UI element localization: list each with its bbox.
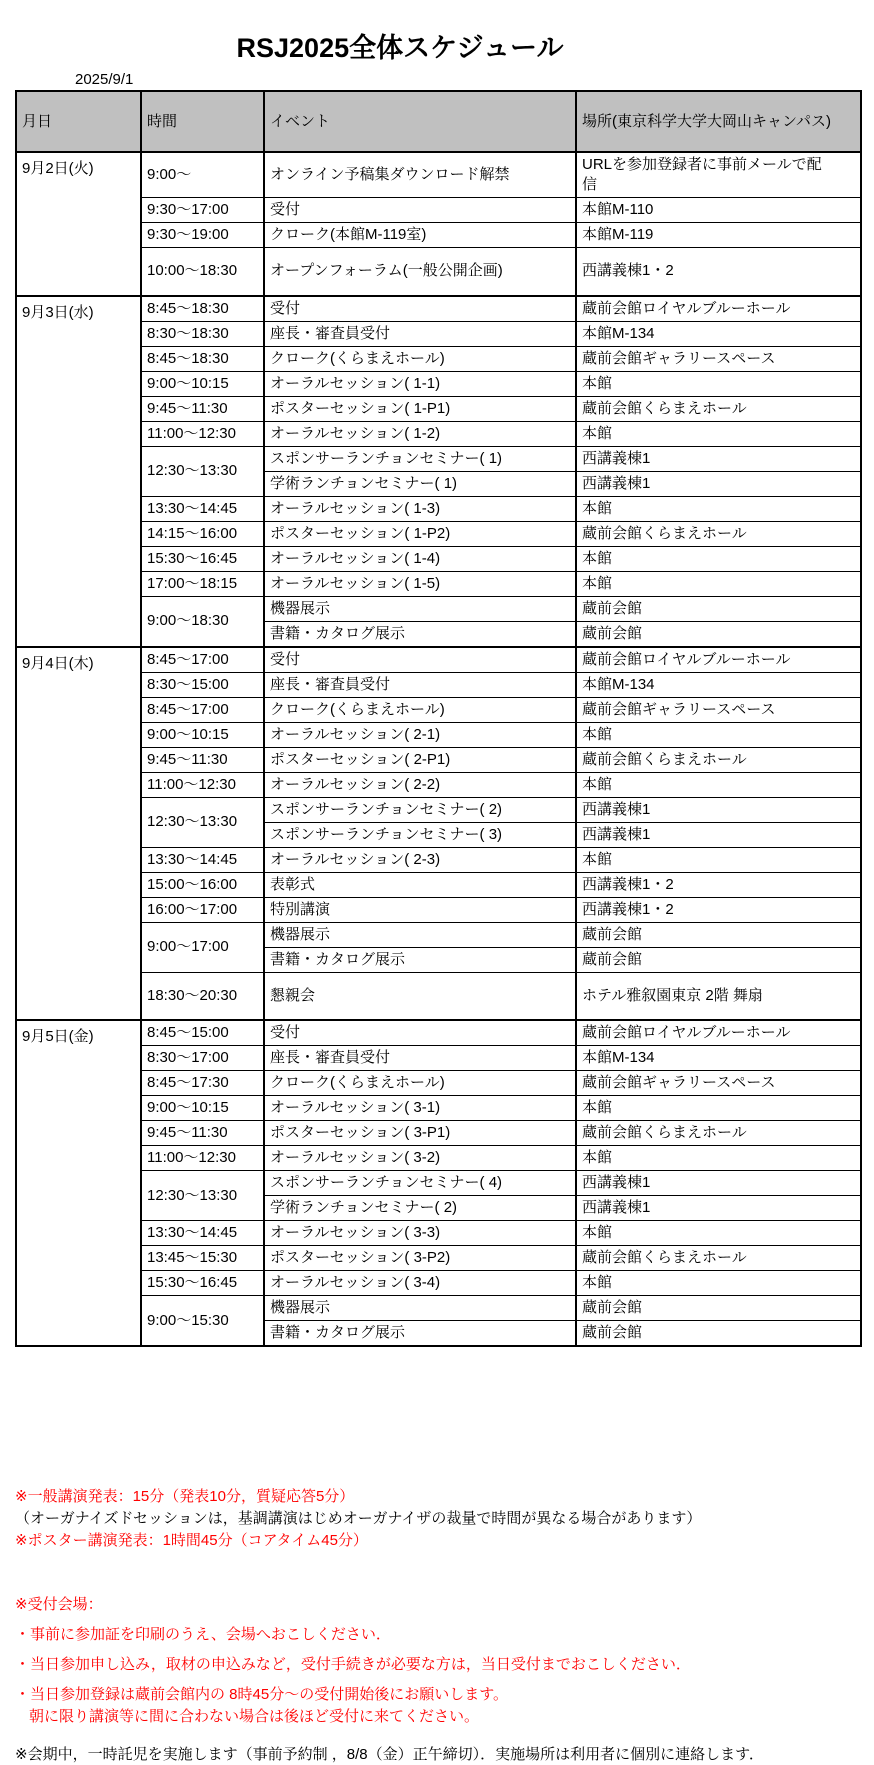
day-group-4 xyxy=(16,1020,861,1346)
event-cell: オンライン予稿集ダウンロード解禁 xyxy=(264,152,576,198)
col-header-date: 月日 xyxy=(16,91,141,152)
schedule-row xyxy=(16,972,861,1020)
schedule-row xyxy=(16,223,861,248)
schedule-row xyxy=(16,446,861,471)
place-cell: 本館 xyxy=(576,772,861,797)
schedule-row xyxy=(16,872,861,897)
schedule-row xyxy=(16,571,861,596)
schedule-row xyxy=(16,396,861,421)
place-cell: 蔵前会館 xyxy=(576,947,861,972)
note-line-1: ※一般講演発表：15分（発表10分，質疑応答5分） xyxy=(15,1488,355,1505)
event-cell: オープンフォーラム(一般公開企画) xyxy=(264,248,576,296)
place-cell: 本館 xyxy=(576,847,861,872)
place-cell: 西講義棟1・2 xyxy=(576,897,861,922)
event-cell: 学術ランチョンセミナー( 1) xyxy=(264,471,576,496)
event-cell: ポスターセッション( 1-P2) xyxy=(264,521,576,546)
place-cell: 蔵前会館ロイヤルブルーホール xyxy=(576,1020,861,1046)
time-cell: 10:00～18:30 xyxy=(141,248,264,296)
schedule-row xyxy=(16,596,861,621)
time-cell: 14:15～16:00 xyxy=(141,521,264,546)
schedule-row xyxy=(16,1171,861,1196)
time-cell: 11:00～12:30 xyxy=(141,772,264,797)
event-cell: 表彰式 xyxy=(264,872,576,897)
time-cell: 9:00～10:15 xyxy=(141,722,264,747)
schedule-row xyxy=(16,1020,861,1046)
event-cell: スポンサーランチョンセミナー( 4) xyxy=(264,1171,576,1196)
schedule-row xyxy=(16,1121,861,1146)
place-cell: 本館M-119 xyxy=(576,223,861,248)
schedule-row xyxy=(16,152,861,198)
event-cell: オーラルセッション( 3-1) xyxy=(264,1096,576,1121)
schedule-row xyxy=(16,722,861,747)
event-cell: クローク(くらまえホール) xyxy=(264,346,576,371)
schedule-row xyxy=(16,922,861,947)
time-cell: 15:30～16:45 xyxy=(141,546,264,571)
time-cell: 15:00～16:00 xyxy=(141,872,264,897)
event-cell: 特別講演 xyxy=(264,897,576,922)
note-line-9: ※会期中，一時託児を実施します（事前予約制 ，8/8（金）正午締切）．実施場所は利用者に個別に連絡します． xyxy=(15,1746,764,1763)
event-cell: 座長・審査員受付 xyxy=(264,321,576,346)
place-cell: 蔵前会館くらまえホール xyxy=(576,396,861,421)
place-cell: 西講義棟1 xyxy=(576,1171,861,1196)
schedule-row xyxy=(16,1146,861,1171)
schedule-row xyxy=(16,321,861,346)
event-cell: 書籍・カタログ展示 xyxy=(264,621,576,647)
col-header-place: 場所(東京科学大学大岡山キャンパス) xyxy=(576,91,861,152)
event-cell: 機器展示 xyxy=(264,922,576,947)
event-cell: オーラルセッション( 1-2) xyxy=(264,421,576,446)
schedule-row xyxy=(16,1296,861,1321)
place-cell: 本館M-134 xyxy=(576,672,861,697)
event-cell: 座長・審査員受付 xyxy=(264,672,576,697)
schedule-row xyxy=(16,198,861,223)
schedule-row xyxy=(16,772,861,797)
event-cell: オーラルセッション( 1-4) xyxy=(264,546,576,571)
time-cell: 12:30～13:30 xyxy=(141,1171,264,1221)
time-cell: 9:00～ xyxy=(141,152,264,198)
place-cell: 西講義棟1・2 xyxy=(576,248,861,296)
schedule-row xyxy=(16,421,861,446)
schedule-row xyxy=(16,521,861,546)
schedule-row xyxy=(16,697,861,722)
place-cell: 蔵前会館ギャラリースペース xyxy=(576,346,861,371)
table-header xyxy=(16,91,861,152)
place-cell: 西講義棟1 xyxy=(576,471,861,496)
time-cell: 13:45～15:30 xyxy=(141,1246,264,1271)
time-cell: 11:00～12:30 xyxy=(141,1146,264,1171)
schedule-row xyxy=(16,897,861,922)
event-cell: 受付 xyxy=(264,1020,576,1046)
schedule-row xyxy=(16,371,861,396)
place-cell: 西講義棟1 xyxy=(576,822,861,847)
place-cell: URLを参加登録者に事前メールで配信 xyxy=(576,152,861,198)
time-cell: 9:45～11:30 xyxy=(141,396,264,421)
date-cell: 9月5日(金) xyxy=(16,1020,141,1346)
time-cell: 8:45～18:30 xyxy=(141,296,264,322)
event-cell: 受付 xyxy=(264,647,576,673)
schedule-row xyxy=(16,1071,861,1096)
time-cell: 8:30～17:00 xyxy=(141,1046,264,1071)
schedule-table xyxy=(15,90,862,1347)
event-cell: オーラルセッション( 3-4) xyxy=(264,1271,576,1296)
place-cell: 本館 xyxy=(576,371,861,396)
event-cell: 受付 xyxy=(264,198,576,223)
place-cell: 蔵前会館ギャラリースペース xyxy=(576,697,861,722)
schedule-row xyxy=(16,496,861,521)
time-cell: 9:00～17:00 xyxy=(141,922,264,972)
place-cell: 西講義棟1 xyxy=(576,446,861,471)
place-cell: 本館 xyxy=(576,421,861,446)
schedule-row xyxy=(16,546,861,571)
time-cell: 8:45～17:00 xyxy=(141,697,264,722)
event-cell: 書籍・カタログ展示 xyxy=(264,1321,576,1347)
place-cell: 本館 xyxy=(576,1271,861,1296)
event-cell: オーラルセッション( 2-1) xyxy=(264,722,576,747)
time-cell: 15:30～16:45 xyxy=(141,1271,264,1296)
event-cell: 受付 xyxy=(264,296,576,322)
schedule-row xyxy=(16,248,861,296)
schedule-row xyxy=(16,346,861,371)
col-header-event: イベント xyxy=(264,91,576,152)
time-cell: 9:30～19:00 xyxy=(141,223,264,248)
schedule-row xyxy=(16,797,861,822)
date-cell: 9月3日(水) xyxy=(16,296,141,647)
event-cell: オーラルセッション( 1-5) xyxy=(264,571,576,596)
place-cell: 本館 xyxy=(576,1146,861,1171)
event-cell: クローク(くらまえホール) xyxy=(264,697,576,722)
event-cell: スポンサーランチョンセミナー( 1) xyxy=(264,446,576,471)
schedule-row xyxy=(16,1271,861,1296)
place-cell: 蔵前会館 xyxy=(576,596,861,621)
event-cell: 座長・審査員受付 xyxy=(264,1046,576,1071)
schedule-row xyxy=(16,1046,861,1071)
note-line-7: ・当日参加登録は蔵前会館内の 8時45分～の受付開始後にお願いします。 xyxy=(15,1686,508,1703)
event-cell: オーラルセッション( 2-2) xyxy=(264,772,576,797)
note-line-8: 朝に限り講演等に間に合わない場合は後ほど受付に来てください。 xyxy=(29,1708,480,1725)
event-cell: 機器展示 xyxy=(264,596,576,621)
schedule-row xyxy=(16,747,861,772)
place-cell: 本館M-134 xyxy=(576,321,861,346)
place-cell: ホテル雅叙園東京 2階 舞扇 xyxy=(576,972,861,1020)
event-cell: スポンサーランチョンセミナー( 3) xyxy=(264,822,576,847)
time-cell: 8:45～17:30 xyxy=(141,1071,264,1096)
time-cell: 13:30～14:45 xyxy=(141,1221,264,1246)
event-cell: クローク(本館M-119室) xyxy=(264,223,576,248)
time-cell: 12:30～13:30 xyxy=(141,797,264,847)
header-row xyxy=(16,91,861,152)
schedule-row xyxy=(16,672,861,697)
time-cell: 9:00～18:30 xyxy=(141,596,264,647)
place-cell: 蔵前会館ロイヤルブルーホール xyxy=(576,296,861,322)
place-cell: 本館 xyxy=(576,571,861,596)
time-cell: 9:00～15:30 xyxy=(141,1296,264,1347)
time-cell: 9:45～11:30 xyxy=(141,1121,264,1146)
time-cell: 13:30～14:45 xyxy=(141,496,264,521)
note-line-6: ・当日参加申し込み，取材の申込みなど，受付手続きが必要な方は，当日受付までおこしください． xyxy=(15,1656,691,1673)
note-line-5: ・事前に参加証を印刷のうえ、会場へおこしください． xyxy=(15,1626,391,1643)
place-cell: 本館 xyxy=(576,1096,861,1121)
place-cell: 蔵前会館くらまえホール xyxy=(576,521,861,546)
schedule-row xyxy=(16,296,861,322)
event-cell: ポスターセッション( 2-P1) xyxy=(264,747,576,772)
event-cell: オーラルセッション( 2-3) xyxy=(264,847,576,872)
place-cell: 蔵前会館 xyxy=(576,1321,861,1347)
event-cell: オーラルセッション( 3-2) xyxy=(264,1146,576,1171)
time-cell: 16:00～17:00 xyxy=(141,897,264,922)
time-cell: 8:45～15:00 xyxy=(141,1020,264,1046)
event-cell: オーラルセッション( 1-3) xyxy=(264,496,576,521)
day-group-3 xyxy=(16,647,861,1021)
schedule-row xyxy=(16,1221,861,1246)
note-line-3: ※ポスター講演発表：1時間45分（コアタイム45分） xyxy=(15,1532,368,1549)
schedule-row xyxy=(16,847,861,872)
time-cell: 18:30～20:30 xyxy=(141,972,264,1020)
page-title: RSJ2025全体スケジュール xyxy=(236,33,564,63)
event-cell: クローク(くらまえホール) xyxy=(264,1071,576,1096)
schedule-row xyxy=(16,1246,861,1271)
place-cell: 本館 xyxy=(576,546,861,571)
time-cell: 13:30～14:45 xyxy=(141,847,264,872)
time-cell: 9:00～10:15 xyxy=(141,371,264,396)
schedule-row xyxy=(16,1096,861,1121)
time-cell: 12:30～13:30 xyxy=(141,446,264,496)
place-cell: 蔵前会館 xyxy=(576,922,861,947)
time-cell: 17:00～18:15 xyxy=(141,571,264,596)
day-group-1 xyxy=(16,152,861,296)
event-cell: ポスターセッション( 1-P1) xyxy=(264,396,576,421)
col-header-time: 時間 xyxy=(141,91,264,152)
place-cell: 蔵前会館くらまえホール xyxy=(576,747,861,772)
event-cell: 学術ランチョンセミナー( 2) xyxy=(264,1196,576,1221)
place-cell: 本館 xyxy=(576,1221,861,1246)
place-cell: 蔵前会館ロイヤルブルーホール xyxy=(576,647,861,673)
time-cell: 9:30～17:00 xyxy=(141,198,264,223)
time-cell: 9:00～10:15 xyxy=(141,1096,264,1121)
place-cell: 西講義棟1 xyxy=(576,797,861,822)
time-cell: 8:45～18:30 xyxy=(141,346,264,371)
place-cell: 蔵前会館 xyxy=(576,1296,861,1321)
event-cell: 機器展示 xyxy=(264,1296,576,1321)
time-cell: 11:00～12:30 xyxy=(141,421,264,446)
event-cell: オーラルセッション( 3-3) xyxy=(264,1221,576,1246)
event-cell: スポンサーランチョンセミナー( 2) xyxy=(264,797,576,822)
event-cell: 書籍・カタログ展示 xyxy=(264,947,576,972)
note-line-2: （オーガナイズドセッションは，基調講演はじめオーガナイザの裁量で時間が異なる場合があります） xyxy=(15,1510,702,1527)
date-label: 2025/9/1 xyxy=(75,71,134,88)
time-cell: 8:30～18:30 xyxy=(141,321,264,346)
place-cell: 本館 xyxy=(576,496,861,521)
place-cell: 西講義棟1 xyxy=(576,1196,861,1221)
day-group-2 xyxy=(16,296,861,647)
event-cell: オーラルセッション( 1-1) xyxy=(264,371,576,396)
time-cell: 9:45～11:30 xyxy=(141,747,264,772)
place-cell: 蔵前会館ギャラリースペース xyxy=(576,1071,861,1096)
time-cell: 8:45～17:00 xyxy=(141,647,264,673)
date-cell: 9月4日(木) xyxy=(16,647,141,1021)
event-cell: ポスターセッション( 3-P1) xyxy=(264,1121,576,1146)
notes-section xyxy=(15,1487,874,1765)
event-cell: 懇親会 xyxy=(264,972,576,1020)
event-cell: ポスターセッション( 3-P2) xyxy=(264,1246,576,1271)
place-cell: 西講義棟1・2 xyxy=(576,872,861,897)
note-line-4: ※受付会場： xyxy=(15,1596,103,1613)
schedule-row xyxy=(16,647,861,673)
place-cell: 本館M-110 xyxy=(576,198,861,223)
date-cell: 9月2日(火) xyxy=(16,152,141,296)
place-cell: 蔵前会館 xyxy=(576,621,861,647)
time-cell: 8:30～15:00 xyxy=(141,672,264,697)
place-cell: 本館M-134 xyxy=(576,1046,861,1071)
place-cell: 蔵前会館くらまえホール xyxy=(576,1246,861,1271)
place-cell: 蔵前会館くらまえホール xyxy=(576,1121,861,1146)
place-cell: 本館 xyxy=(576,722,861,747)
